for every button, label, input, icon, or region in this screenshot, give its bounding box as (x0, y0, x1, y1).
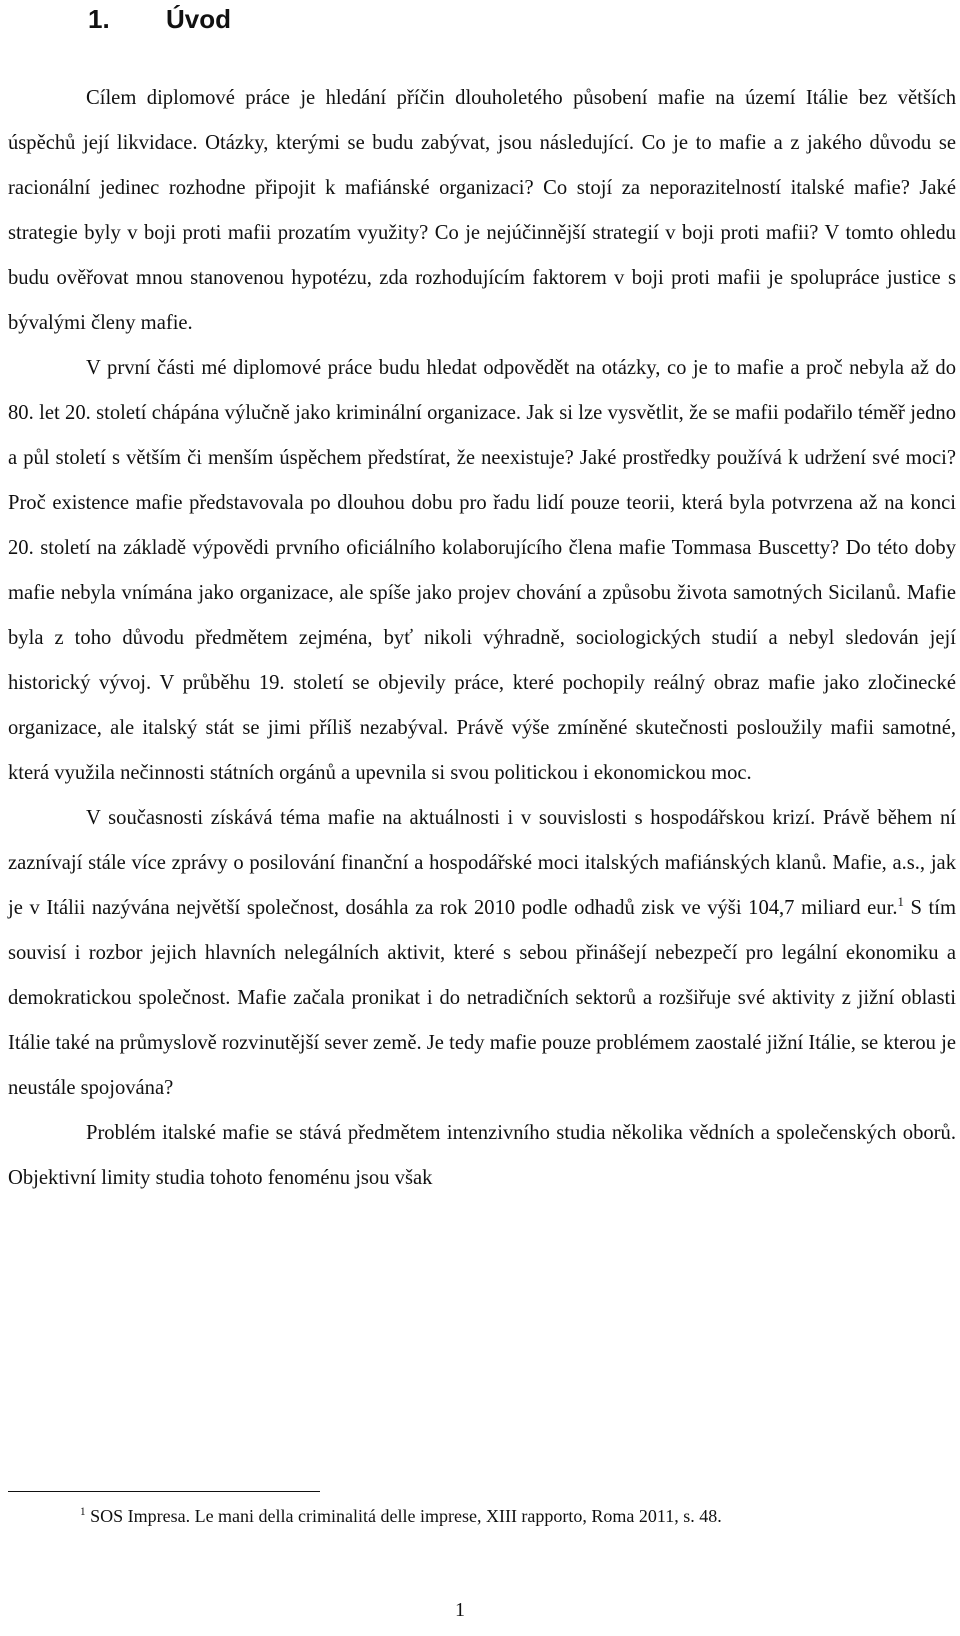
body-text (8, 76, 956, 1201)
footnote (80, 1504, 940, 1528)
footnote-marker: 1 (80, 1506, 86, 1518)
page-number: 1 (455, 1599, 465, 1621)
paragraph-3-text-b: S tím souvisí i rozbor jejich hlavních nelegálních aktivit, které s sebou přinášejí nebezpečí pro legální ekonomiku a demokratickou společnost. Mafie začala pronikat i do netradičních sektorů a rozšiřuje své aktivity z jižní oblasti Itálie také na průmyslově rozvinutější sever země. Je tedy mafie pouze problémem zaostalé jižní Itálie, se kterou je neustále spojována? (8, 897, 956, 1099)
footnote-text: SOS Impresa. Le mani della criminalitá delle imprese, XIII rapporto, Roma 2011, s. 48. (85, 1506, 722, 1526)
chapter-number: 1. (88, 4, 110, 34)
paragraph-3-text-a: V současnosti získává téma mafie na aktuálnosti i v souvislosti s hospodářskou krizí. Právě během ní zaznívají stále více zprávy o posilování finanční a hospodářské moci italských mafiánských klanů. Mafie, a.s., jak je v Itálii nazývána největší společnost, dosáhla za rok 2010 podle odhadů zisk ve výši 104,7 miliard eur. (8, 807, 956, 919)
paragraph-4: Problém italské mafie se stává předmětem intenzivního studia několika vědních a společenských oborů. Objektivní limity studia tohoto fenoménu jsou však (8, 1122, 956, 1189)
chapter-heading (88, 2, 231, 36)
paragraph-3 (8, 796, 956, 1111)
footnote-separator (8, 1491, 320, 1492)
chapter-title: Úvod (166, 4, 231, 34)
paragraph-2: V první části mé diplomové práce budu hledat odpovědět na otázky, co je to mafie a proč nebyla až do 80. let 20. století chápána výlučně jako kriminální organizace. Jak si lze vysvětlit, že se mafii podařilo téměř jedno a půl století s větším či menším úspěchem předstírat, že neexistuje? Jaké prostředky používá k udržení své moci? Proč existence mafie představovala po dlouhou dobu pro řadu lidí pouze teorii, která byla potvrzena až na konci 20. století na základě výpovědi prvního oficiálního kolaborujícího člena mafie Tommasa Buscetty? Do této doby mafie nebyla vnímána jako organizace, ale spíše jako projev chování a způsobu života samotných Sicilanů. Mafie byla z toho důvodu předmětem zejména, byť nikoli výhradně, sociologických studií a nebyl sledován její historický vývoj. V průběhu 19. století se objevily práce, které pochopily reálný obraz mafie jako zločinecké organizace, ale italský stát se jimi příliš nezabýval. Právě výše zmíněné skutečnosti posloužily mafii samotné, která využila nečinnosti státních orgánů a upevnila si svou politickou i ekonomickou moc. (8, 357, 956, 784)
paragraph-1: Cílem diplomové práce je hledání příčin dlouholetého působení mafie na území Itálie bez větších úspěchů její likvidace. Otázky, kterými se budu zabývat, jsou následující. Co je to mafie a z jakého důvodu se racionální jedinec rozhodne připojit k mafiánské organizaci? Co stojí za neporazitelností italské mafie? Jaké strategie byly v boji proti mafii prozatím využity? Co je nejúčinnější strategií v boji proti mafii? V tomto ohledu budu ověřovat mnou stanovenou hypotézu, zda rozhodujícím faktorem v boji proti mafii je spolupráce justice s bývalými členy mafie. (8, 87, 956, 334)
footnote-reference[interactable]: 1 (897, 895, 904, 910)
